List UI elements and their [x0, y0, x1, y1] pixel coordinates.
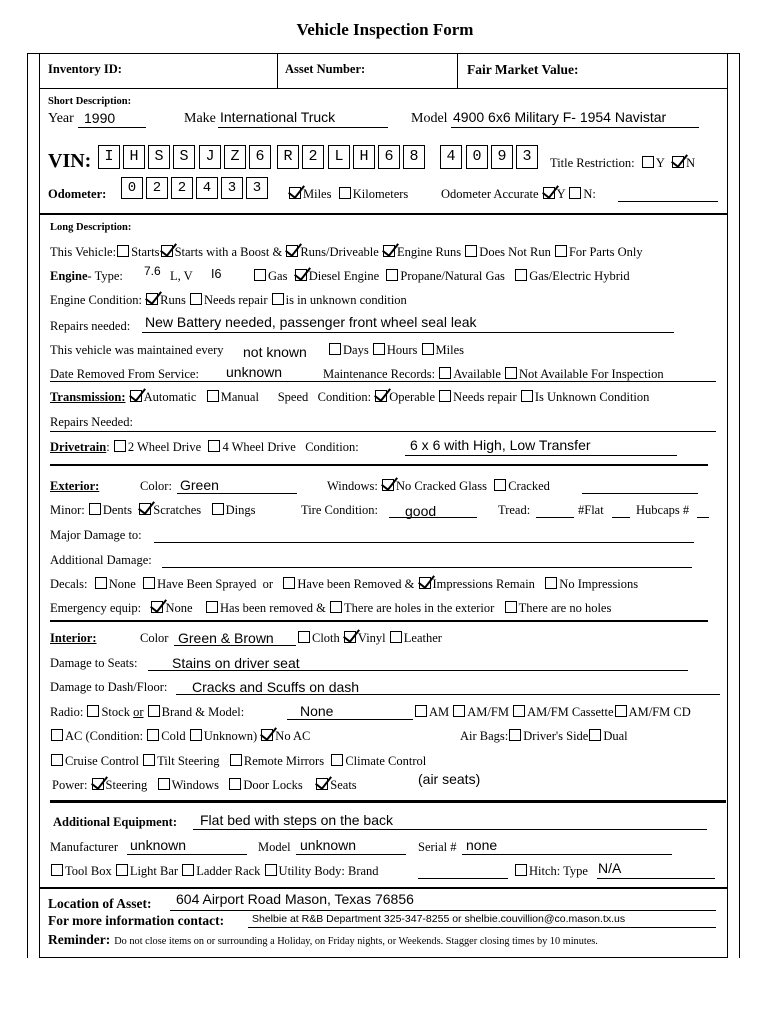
this-vehicle-row: This Vehicle: Starts Starts with a Boost & Runs/Driveable Engine Runs Does Not Run For Parts Only [50, 245, 643, 259]
drivetrain-row: Drivetrain: 2 Wheel Drive 4 Wheel Drive Condition: [50, 440, 359, 454]
trans-unknown-checkbox[interactable] [521, 390, 533, 402]
hybrid-checkbox[interactable] [515, 269, 527, 281]
year-line [78, 127, 146, 128]
power-door-locks-checkbox[interactable] [229, 778, 241, 790]
title-restriction-y-checkbox[interactable] [642, 156, 654, 168]
sprayed-checkbox[interactable] [143, 577, 155, 589]
serial-value[interactable]: none [466, 837, 498, 853]
int-color-label: Color [140, 631, 169, 645]
days-checkbox[interactable] [329, 343, 341, 355]
cloth-checkbox[interactable] [298, 631, 310, 643]
ac-checkbox[interactable] [51, 729, 63, 741]
flat-label: #Flat [578, 503, 604, 517]
additional-equipment-line [193, 829, 707, 830]
starts-checkbox[interactable] [117, 245, 129, 257]
make-line [218, 127, 388, 128]
windows-row: Windows: No Cracked Glass Cracked [327, 479, 550, 493]
tire-condition-label: Tire Condition: [301, 503, 378, 517]
tread-label: Tread: [498, 503, 531, 517]
title-restriction-n-checkbox[interactable] [672, 156, 684, 168]
vin-char-box[interactable]: 4 [440, 145, 462, 169]
am-checkbox[interactable] [415, 705, 427, 717]
engine-liters-value[interactable]: 7.6 [144, 264, 161, 278]
divider-footer [39, 887, 727, 889]
transmission-row: Transmission: Automatic Manual Speed Condition: Operable Needs repair Is Unknown Condition [50, 390, 650, 404]
decals-row: Decals: None Have Been Sprayed or Have been Removed & Impressions Remain No Impressions [50, 577, 639, 591]
odometer-accurate-y-checkbox[interactable] [543, 187, 555, 199]
vin-char-box[interactable]: H [353, 145, 375, 169]
vin-char-box[interactable]: Z [224, 145, 246, 169]
serial-label: Serial # [418, 840, 457, 854]
unknown-cond-checkbox[interactable] [272, 293, 284, 305]
radio-brand-checkbox[interactable] [148, 705, 160, 717]
model-equip-label: Model [258, 840, 291, 854]
frame-left-outer [27, 53, 28, 958]
no-holes-checkbox[interactable] [505, 601, 517, 613]
vin-char-box[interactable]: R [277, 145, 299, 169]
form-title: Vehicle Inspection Form [296, 20, 474, 39]
short-description-label: Short Description: [48, 96, 132, 107]
model-equip-line [296, 854, 406, 855]
odometer-digit-box[interactable]: 3 [246, 177, 268, 199]
airbags-row: Air Bags: Driver's Side Dual [460, 729, 628, 743]
damage-seats-label: Damage to Seats: [50, 656, 138, 670]
vin-char-box[interactable]: 2 [302, 145, 324, 169]
kilometers-checkbox[interactable] [339, 187, 351, 199]
model-label: Model [411, 111, 448, 126]
maintained-label: This vehicle was maintained every [50, 343, 224, 357]
additional-damage-line [162, 567, 692, 568]
vin-label: VIN: [48, 150, 92, 172]
remote-mirrors-checkbox[interactable] [230, 754, 242, 766]
tilt-steering-checkbox[interactable] [143, 754, 155, 766]
holes-checkbox[interactable] [330, 601, 342, 613]
odometer-units: Miles Kilometers [288, 187, 408, 202]
power-row: Power: Steering Windows Door Locks Seats [52, 778, 357, 792]
ext-color-line [177, 493, 297, 494]
int-color-value[interactable]: Green & Brown [178, 630, 274, 646]
emergency-none-checkbox[interactable] [151, 601, 163, 613]
scratches-checkbox[interactable] [139, 503, 151, 515]
climate-control-checkbox[interactable] [331, 754, 343, 766]
for-parts-checkbox[interactable] [555, 245, 567, 257]
light-bar-checkbox[interactable] [116, 864, 128, 876]
dings-checkbox[interactable] [212, 503, 224, 515]
hitch-row: Hitch: Type [514, 864, 588, 879]
tread-line [536, 517, 574, 518]
odometer-n-line [618, 201, 718, 202]
vin-char-box[interactable]: H [123, 145, 145, 169]
vin-char-box[interactable]: 6 [378, 145, 400, 169]
odometer-digit-box[interactable]: 3 [221, 177, 243, 199]
drivers-side-checkbox[interactable] [509, 729, 521, 741]
vin-char-box[interactable]: 3 [516, 145, 538, 169]
model-equip-value[interactable]: unknown [300, 837, 357, 853]
year-label: Year [48, 111, 74, 126]
vin-char-box[interactable]: 8 [403, 145, 425, 169]
drivetrain-condition-line [405, 455, 677, 456]
exterior-row: Exterior: [50, 479, 100, 493]
radio-opts-row: AM AM/FM AM/FM Cassette AM/FM CD [414, 705, 691, 720]
ladder-rack-checkbox[interactable] [182, 864, 194, 876]
decals-none-checkbox[interactable] [95, 577, 107, 589]
vin-char-box[interactable]: 9 [491, 145, 513, 169]
runs-driveable-checkbox[interactable] [286, 245, 298, 257]
propane-checkbox[interactable] [386, 269, 398, 281]
impressions-remain-checkbox[interactable] [419, 577, 431, 589]
repairs-needed-line [142, 332, 674, 333]
radio-model-value[interactable]: None [300, 703, 334, 719]
odometer-digit-box[interactable]: 2 [171, 177, 193, 199]
title-restriction-label: Title Restriction: Y N [550, 156, 696, 170]
4wd-checkbox[interactable] [208, 440, 220, 452]
odometer-accurate: Odometer Accurate Y N: [441, 187, 596, 201]
amfm-checkbox[interactable] [453, 705, 465, 717]
trans-repairs-label: Repairs Needed: [50, 415, 133, 429]
automatic-checkbox[interactable] [130, 390, 142, 402]
needs-repair-checkbox[interactable] [190, 293, 202, 305]
additional-damage-label: Additional Damage: [50, 553, 152, 567]
2wd-checkbox[interactable] [114, 440, 126, 452]
amfm-cd-checkbox[interactable] [615, 705, 627, 717]
tool-box-checkbox[interactable] [51, 864, 63, 876]
interval-row: Days Hours Miles [328, 343, 464, 358]
does-not-run-checkbox[interactable] [465, 245, 477, 257]
starts-boost-checkbox[interactable] [161, 245, 173, 257]
no-cracked-glass-checkbox[interactable] [382, 479, 394, 491]
utility-body-checkbox[interactable] [265, 864, 277, 876]
vin-char-box[interactable]: L [328, 145, 350, 169]
date-removed-value[interactable]: unknown [226, 364, 283, 380]
tire-condition-value[interactable]: good [405, 503, 437, 519]
contact-label: For more information contact: [48, 913, 225, 928]
engine-row: Engine- Type: [50, 269, 123, 283]
frame-left-inner [39, 53, 40, 958]
no-impressions-checkbox[interactable] [545, 577, 557, 589]
year-value[interactable]: 1990 [84, 110, 116, 126]
additional-equipment-label: Additional Equipment: [53, 815, 177, 829]
utility-brand-line [418, 878, 508, 879]
manufacturer-line [127, 854, 247, 855]
l-v-label: L, V [170, 269, 193, 283]
hitch-checkbox[interactable] [515, 864, 527, 876]
engine-runs-checkbox[interactable] [383, 245, 395, 257]
minor-row: Minor: Dents Scratches Dings [50, 503, 256, 517]
vin-char-box[interactable]: I [98, 145, 120, 169]
hours-checkbox[interactable] [373, 343, 385, 355]
records-not-available-checkbox[interactable] [505, 367, 517, 379]
manufacturer-label: Manufacturer [50, 840, 119, 854]
date-removed-label: Date Removed From Service: [50, 367, 199, 381]
make-label: Make [184, 111, 216, 126]
diesel-checkbox[interactable] [295, 269, 307, 281]
ext-color-label: Color: [140, 479, 172, 493]
miles-interval-checkbox[interactable] [422, 343, 434, 355]
amfm-cassette-checkbox[interactable] [513, 705, 525, 717]
cruise-control-checkbox[interactable] [51, 754, 63, 766]
fair-market-value-label: Fair Market Value: [467, 62, 579, 77]
vinyl-checkbox[interactable] [344, 631, 356, 643]
dents-checkbox[interactable] [89, 503, 101, 515]
reminder-row: Reminder: Do not close items on or surrounding a Holiday, on Friday nights, or Weekends. Stagger closing times by 10 minutes. [48, 932, 598, 947]
vin-char-box[interactable]: 6 [249, 145, 271, 169]
damage-dash-value[interactable]: Cracks and Scuffs on dash [192, 679, 360, 695]
hubcaps-label: Hubcaps # [636, 503, 690, 517]
additional-equipment-value[interactable]: Flat bed with steps on the back [200, 812, 393, 828]
power-steering-checkbox[interactable] [92, 778, 104, 790]
power-note[interactable]: (air seats) [418, 771, 481, 787]
make-value[interactable]: International Truck [220, 109, 336, 125]
frame-right-outer [739, 53, 740, 958]
odometer-accurate-n-checkbox[interactable] [569, 187, 581, 199]
equipment-opts-row: Tool Box Light Bar Ladder Rack Utility Body: Brand [50, 864, 379, 879]
reminder-text: Do not close items on or surrounding a Holiday, on Friday nights, or Weekends. Stagger closing times by 10 minutes. [114, 936, 598, 947]
location-label: Location of Asset: [48, 896, 152, 911]
cracked-checkbox[interactable] [494, 479, 506, 491]
frame-top [27, 53, 740, 54]
material-row: Cloth Vinyl Leather [297, 631, 442, 646]
gas-checkbox[interactable] [254, 269, 266, 281]
divider-long [39, 213, 727, 215]
radio-stock-checkbox[interactable] [87, 705, 99, 717]
header-bottom [39, 88, 727, 89]
ext-color-value[interactable]: Green [180, 477, 219, 493]
trans-needs-repair-checkbox[interactable] [439, 390, 451, 402]
divider-interior [50, 620, 708, 622]
manufacturer-value[interactable]: unknown [130, 837, 187, 853]
damage-seats-value[interactable]: Stains on driver seat [172, 655, 300, 671]
maintenance-records-row: Maintenance Records: Available Not Available For Inspection [323, 367, 664, 381]
ac-row: AC (Condition: Cold Unknown) No AC [50, 729, 310, 744]
radio-row: Radio: Stock or Brand & Model: [50, 705, 245, 719]
trans-repairs-line [50, 431, 716, 432]
contact-value[interactable]: Shelbie at R&B Department 325-347-8255 or shelbie.couvillion@co.mason.tx.us [252, 913, 626, 925]
power-seats-checkbox[interactable] [316, 778, 328, 790]
frame-right-inner [727, 53, 728, 958]
manual-checkbox[interactable] [207, 390, 219, 402]
maintained-value[interactable]: not known [243, 344, 307, 360]
has-been-removed-checkbox[interactable] [206, 601, 218, 613]
repairs-needed-label: Repairs needed: [50, 319, 131, 333]
engine-condition-row: Engine Condition: Runs Needs repair is in unknown condition [50, 293, 407, 307]
no-ac-checkbox[interactable] [261, 729, 273, 741]
header-divider-2 [457, 53, 458, 88]
vin-char-box[interactable]: J [199, 145, 221, 169]
records-available-checkbox[interactable] [439, 367, 451, 379]
cylinders-value[interactable]: I6 [211, 267, 222, 281]
odometer-digit-box[interactable]: 0 [121, 177, 143, 199]
location-line [170, 910, 716, 911]
misc-row: Cruise Control Tilt Steering Remote Mirrors Climate Control [50, 754, 426, 769]
frame-bottom [39, 957, 728, 958]
ac-cold-checkbox[interactable] [147, 729, 159, 741]
damage-dash-label: Damage to Dash/Floor: [50, 680, 168, 694]
header-divider-1 [277, 53, 278, 88]
power-windows-checkbox[interactable] [158, 778, 170, 790]
odometer-digit-box[interactable]: 4 [196, 177, 218, 199]
asset-number-label: Asset Number: [285, 62, 366, 76]
operable-checkbox[interactable] [375, 390, 387, 402]
long-description-label: Long Description: [50, 222, 132, 233]
divider-additional [50, 800, 726, 803]
major-damage-line [154, 542, 694, 543]
model-line [451, 127, 699, 128]
interior-label: Interior: [50, 631, 97, 645]
miles-checkbox[interactable] [289, 187, 301, 199]
emergency-row: Emergency equip: None Has been removed & There are holes in the exterior There are no holes [50, 601, 612, 615]
vin-char-box[interactable]: S [173, 145, 195, 169]
leather-checkbox[interactable] [390, 631, 402, 643]
location-value[interactable]: 604 Airport Road Mason, Texas 76856 [176, 891, 414, 907]
vin-char-box[interactable]: S [148, 145, 170, 169]
dual-checkbox[interactable] [589, 729, 601, 741]
fuel-row: Gas Diesel Engine Propane/Natural Gas Gas/Electric Hybrid [253, 269, 630, 284]
model-value[interactable]: 4900 6x6 Military F- 1954 Navistar [453, 109, 667, 125]
odometer-digit-box[interactable]: 2 [146, 177, 168, 199]
hitch-value[interactable]: N/A [598, 860, 622, 876]
vin-char-box[interactable]: 0 [466, 145, 488, 169]
drivetrain-condition-value[interactable]: 6 x 6 with High, Low Transfer [410, 437, 591, 453]
odometer-label: Odometer: [48, 187, 107, 201]
cracked-line [582, 493, 698, 494]
engine-runs-cond-checkbox[interactable] [146, 293, 158, 305]
repairs-needed-value[interactable]: New Battery needed, passenger front wheel seal leak [145, 314, 477, 330]
removed-checkbox[interactable] [283, 577, 295, 589]
divider-exterior [50, 464, 708, 466]
contact-line [248, 927, 716, 928]
ac-unknown-checkbox[interactable] [190, 729, 202, 741]
hubcaps-line [697, 517, 709, 518]
major-damage-label: Major Damage to: [50, 528, 142, 542]
radio-model-line [287, 719, 413, 720]
flat-line [612, 517, 630, 518]
serial-line [462, 854, 672, 855]
inventory-id-label: Inventory ID: [48, 62, 122, 76]
hitch-line [597, 878, 715, 879]
